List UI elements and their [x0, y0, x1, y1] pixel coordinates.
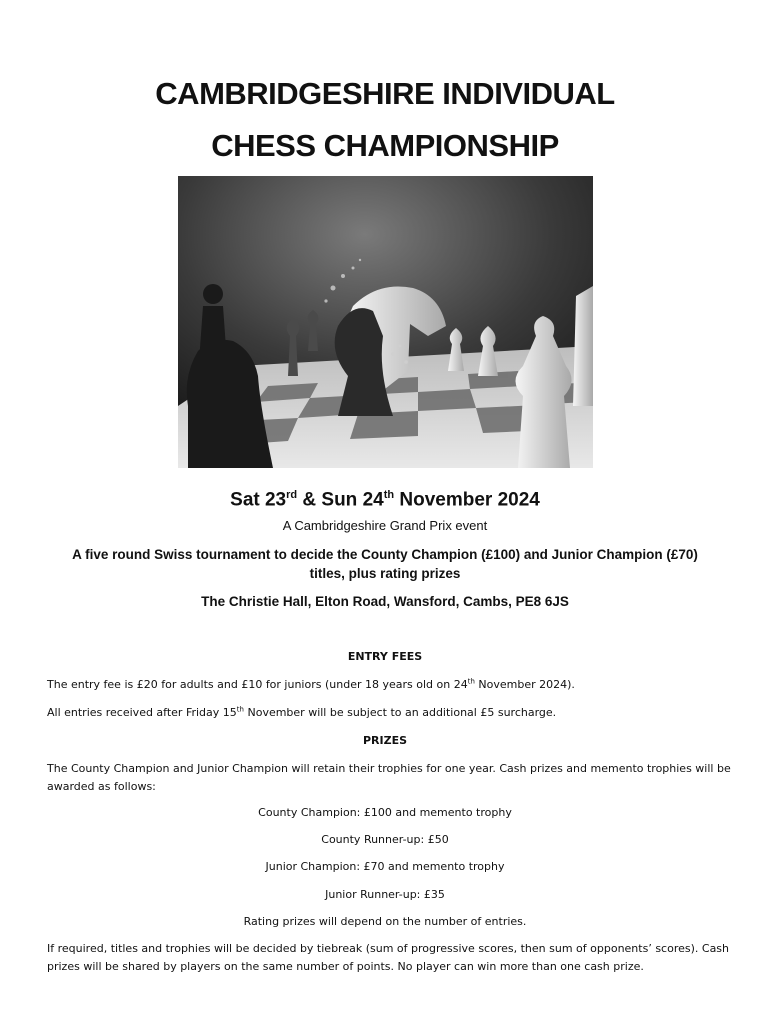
- date-sat: Sat 23: [230, 489, 287, 511]
- date-join: & Sun 24: [297, 489, 384, 511]
- prizes-intro: The County Champion and Junior Champion will retain their trophies for one year. Cash prizes and memento trophies will be awarded as follows:: [47, 762, 731, 793]
- prize-item: Junior Champion: £70 and memento trophy: [265, 860, 505, 873]
- title-line-2: CHESS CHAMPIONSHIP: [211, 128, 559, 163]
- surcharge-text-a: All entries received after Friday 15: [47, 706, 237, 719]
- surcharge-sup: th: [236, 705, 244, 714]
- surcharge-text-b: November will be subject to an additional £5 surcharge.: [243, 706, 557, 719]
- entry-fee-text-a: The entry fee is £20 for adults and £10 for juniors (under 18 years old on 24: [47, 678, 468, 691]
- tiebreak-paragraph: If required, titles and trophies will be decided by tiebreak (sum of progressive scores, then sum of opponents’ scores). Cash prizes will be shared by players on the same number of points. No player can win more than one cash prize.: [47, 942, 730, 973]
- prizes-heading: PRIZES: [362, 734, 408, 747]
- date-tail: November 2024: [394, 489, 540, 511]
- entry-fees-heading: ENTRY FEES: [347, 650, 423, 663]
- entry-fee-paragraph: [47, 676, 737, 694]
- event-venue: The Christie Hall, Elton Road, Wansford, Cambs, PE8 6JS: [201, 594, 569, 609]
- date-sat-suffix: rd: [286, 489, 298, 501]
- title-line-1: CAMBRIDGESHIRE INDIVIDUAL: [155, 76, 615, 111]
- entry-fee-text-b: November 2024).: [474, 678, 575, 691]
- entry-fee-sup: th: [467, 677, 475, 686]
- event-description: A five round Swiss tournament to decide the County Champion (£100) and Junior Champion (£70) titles, plus rating prizes: [72, 547, 698, 581]
- surcharge-paragraph: [47, 704, 737, 722]
- prize-item: Rating prizes will depend on the number of entries.: [243, 915, 527, 928]
- date-sun-suffix: th: [383, 489, 395, 501]
- chess-photo: [178, 176, 593, 468]
- prize-item: County Champion: £100 and memento trophy: [258, 806, 512, 819]
- event-dates: [0, 478, 770, 517]
- event-subtitle: A Cambridgeshire Grand Prix event: [282, 518, 488, 533]
- prize-item: County Runner-up: £50: [321, 833, 449, 846]
- prize-item: Junior Runner-up: £35: [325, 888, 445, 901]
